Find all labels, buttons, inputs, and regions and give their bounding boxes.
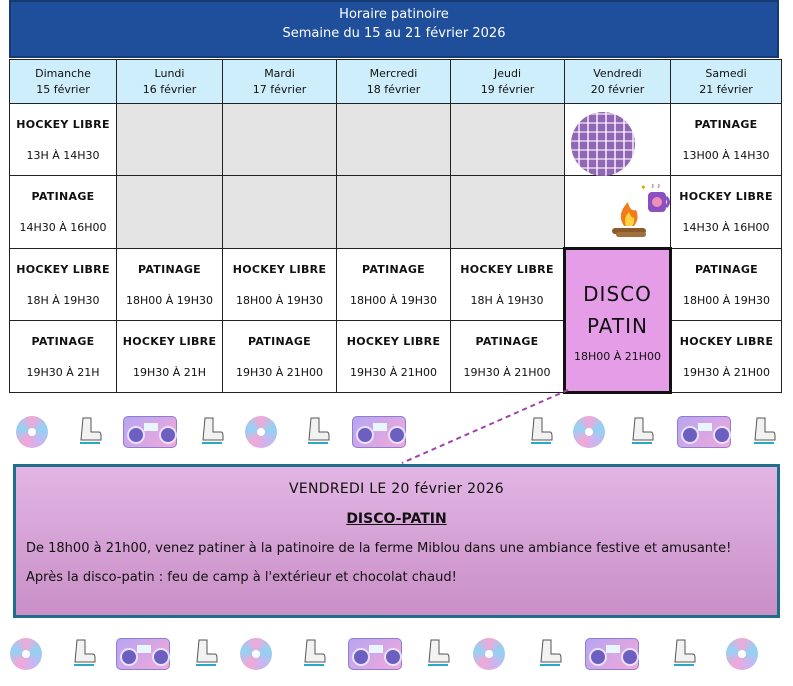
boombox-icon (677, 416, 731, 448)
day-header-row (10, 60, 782, 104)
empty-cell (337, 104, 451, 176)
day-header-saturday: Samedi 21 février (671, 60, 782, 104)
empty-cell (451, 104, 565, 176)
decor-row-bottom (0, 636, 793, 678)
cd-icon (240, 638, 272, 670)
boombox-icon (585, 638, 639, 670)
table-row (10, 249, 782, 321)
event-title: DISCO-PATIN (346, 511, 447, 527)
cd-icon (245, 416, 277, 448)
schedule-cell: PATINAGE 14H30 À 16H00 (10, 176, 117, 249)
day-header-monday: Lundi 16 février (117, 60, 223, 104)
schedule-cell: HOCKEY LIBRE 18H À 19H30 (451, 249, 565, 321)
schedule-cell: HOCKEY LIBRE 19H30 À 21H (117, 321, 223, 393)
ice-skate-icon (192, 638, 218, 668)
disco-label-line1: DISCO (583, 282, 652, 306)
schedule-cell: PATINAGE 18H00 À 19H30 (671, 249, 782, 321)
schedule-cell: HOCKEY LIBRE 13H À 14H30 (10, 104, 117, 176)
ice-skate-icon (304, 416, 330, 446)
day-header-sunday: Dimanche 15 février (10, 60, 117, 104)
event-date-heading: VENDREDI LE 20 février 2026 (289, 481, 504, 497)
schedule-cell: HOCKEY LIBRE 19H30 À 21H00 (337, 321, 451, 393)
disco-label-line2: PATIN (587, 314, 648, 338)
schedule-cell: PATINAGE 19H30 À 21H00 (451, 321, 565, 393)
boombox-icon (352, 416, 406, 448)
schedule-cell: PATINAGE 13H00 À 14H30 (671, 104, 782, 176)
ice-skate-icon (198, 416, 224, 446)
schedule-cell: PATINAGE 19H30 À 21H00 (223, 321, 337, 393)
ice-skate-icon (750, 416, 776, 446)
schedule-cell: HOCKEY LIBRE 18H À 19H30 (10, 249, 117, 321)
ice-skate-icon (70, 638, 96, 668)
campfire-hot-chocolate-icon (604, 184, 670, 240)
event-info-box (13, 464, 780, 618)
schedule-cell: PATINAGE 18H00 À 19H30 (117, 249, 223, 321)
boombox-icon (348, 638, 402, 670)
disco-time: 18H00 À 21H00 (573, 350, 662, 363)
cd-icon (10, 638, 42, 670)
ice-skate-icon (527, 416, 553, 446)
svg-text:✦: ✦ (640, 183, 647, 192)
day-header-tuesday: Mardi 17 février (223, 60, 337, 104)
cd-icon (473, 638, 505, 670)
schedule-header (9, 0, 779, 58)
day-header-thursday: Jeudi 19 février (451, 60, 565, 104)
day-header-friday: Vendredi 20 février (565, 60, 671, 104)
schedule-title: Horaire patinoire (339, 7, 449, 22)
cd-icon (573, 416, 605, 448)
ice-skate-icon (670, 638, 696, 668)
boombox-icon (123, 416, 177, 448)
ice-skate-icon (536, 638, 562, 668)
table-row (10, 176, 782, 249)
empty-cell (451, 176, 565, 249)
empty-cell (223, 176, 337, 249)
empty-cell (117, 104, 223, 176)
event-after-note: Après la disco-patin : feu de camp à l'extérieur et chocolat chaud! (26, 570, 457, 585)
ice-skate-icon (300, 638, 326, 668)
schedule-subtitle: Semaine du 15 au 21 février 2026 (282, 26, 506, 41)
empty-cell (337, 176, 451, 249)
ice-skate-icon (76, 416, 102, 446)
schedule-cell: HOCKEY LIBRE 19H30 À 21H00 (671, 321, 782, 393)
cd-icon (726, 638, 758, 670)
campfire-cell (565, 176, 671, 249)
empty-cell (223, 104, 337, 176)
disco-ball-shine (571, 112, 635, 176)
schedule-cell: PATINAGE 19H30 À 21H (10, 321, 117, 393)
event-description: De 18h00 à 21h00, venez patiner à la patinoire de la ferme Miblou dans une ambiance festive et amusante! (26, 541, 732, 556)
day-header-wednesday: Mercredi 18 février (337, 60, 451, 104)
schedule-cell: HOCKEY LIBRE 14H30 À 16H00 (671, 176, 782, 249)
decor-row-top (0, 414, 793, 456)
disco-patin-cell (565, 249, 671, 393)
schedule-cell: HOCKEY LIBRE 18H00 À 19H30 (223, 249, 337, 321)
schedule-cell: PATINAGE 18H00 À 19H30 (337, 249, 451, 321)
boombox-icon (116, 638, 170, 670)
table-row (10, 104, 782, 176)
cd-icon (16, 416, 48, 448)
ice-skate-icon (424, 638, 450, 668)
ice-skate-icon (628, 416, 654, 446)
empty-cell (117, 176, 223, 249)
schedule-table (9, 59, 782, 394)
